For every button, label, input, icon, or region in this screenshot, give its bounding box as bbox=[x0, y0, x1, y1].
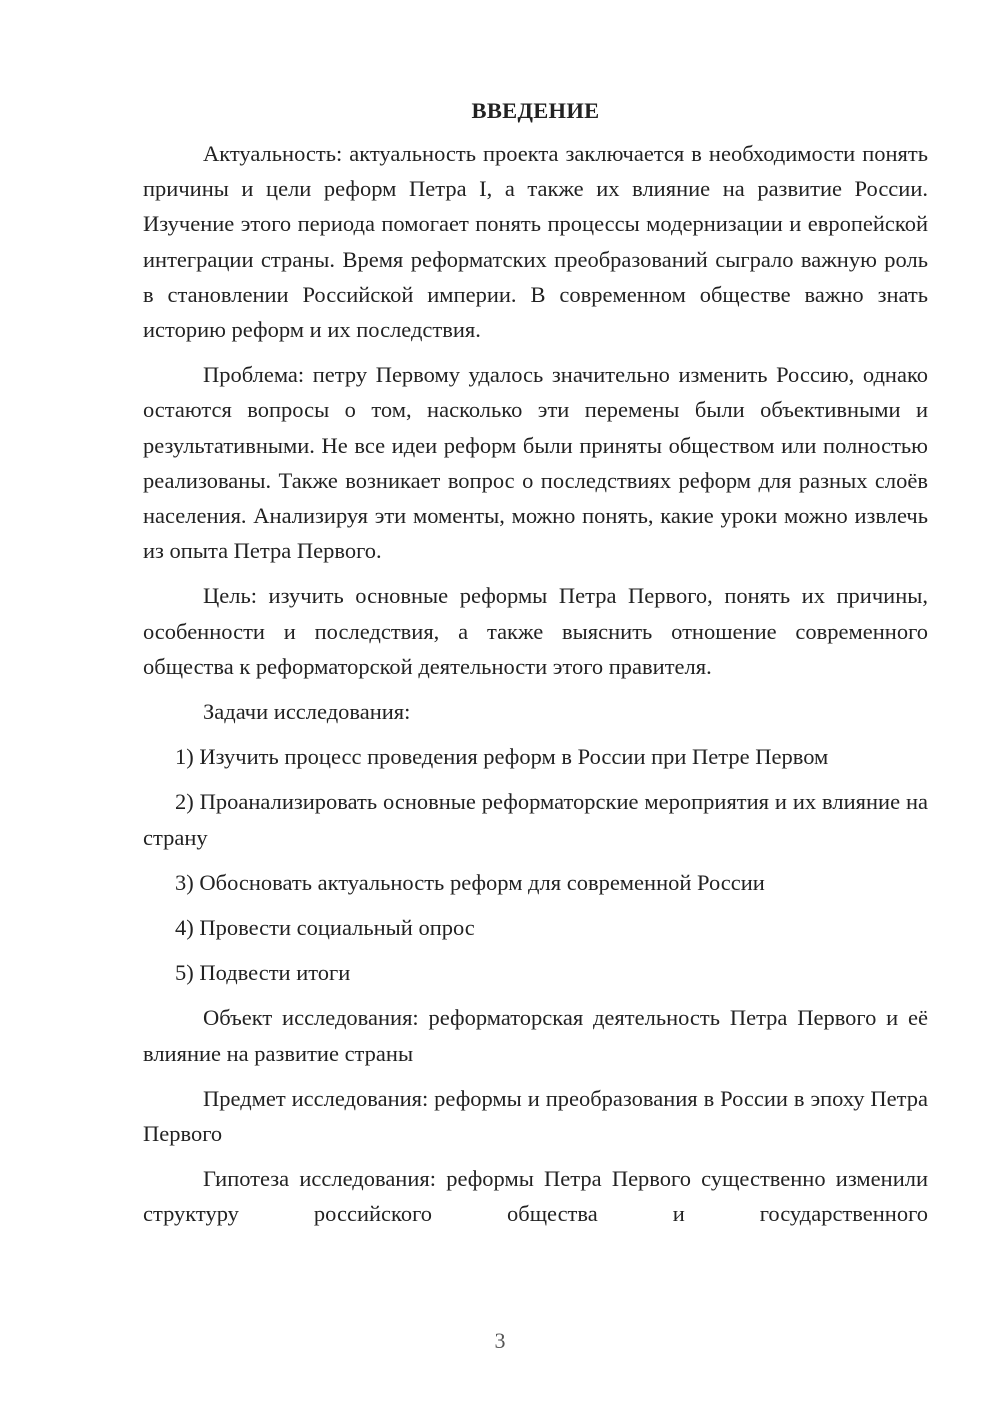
document-page bbox=[143, 96, 928, 1232]
tasks-list bbox=[143, 739, 928, 990]
tasks-heading: Задачи исследования: bbox=[203, 699, 411, 725]
object-paragraph: Объект исследования: реформаторская деятельность Петра Первого и её влияние на развитие страны bbox=[143, 1005, 928, 1066]
relevance-paragraph: Актуальность: актуальность проекта заключается в необходимости понять причины и цели реформ Петра I, а также их влияние на развитие России. Изучение этого периода помогает понять процессы модернизации и европейской интеграции страны. Время реформатских преобразований сыграло важную роль в становлении Российской империи. В современном обществе важно знать историю реформ и их последствия. bbox=[143, 141, 928, 343]
subject-paragraph: Предмет исследования: реформы и преобразования в России в эпоху Петра Первого bbox=[143, 1085, 928, 1147]
task-item: 5) Подвести итоги bbox=[175, 960, 351, 986]
task-item: 3) Обосновать актуальность реформ для современной России bbox=[175, 869, 765, 895]
goal-paragraph: Цель: изучить основные реформы Петра Первого, понять их причины, особенности и последствия, а также выяснить отношение современного общества к реформаторской деятельности этого правителя. bbox=[143, 583, 928, 679]
task-item: 1) Изучить процесс проведения реформ в России при Петре Первом bbox=[175, 744, 829, 770]
task-item: 4) Провести социальный опрос bbox=[175, 915, 475, 941]
hypothesis-paragraph: Гипотеза исследования: реформы Петра Первого существенно изменили структуру российского общества и государственного bbox=[143, 1166, 928, 1227]
page-title: ВВЕДЕНИЕ bbox=[471, 98, 600, 123]
task-item: 2) Проанализировать основные реформаторские мероприятия и их влияние на страну bbox=[143, 789, 928, 850]
problem-paragraph: Проблема: петру Первому удалось значительно изменить Россию, однако остаются вопросы о том, насколько эти перемены были объективными и результативными. Не все идеи реформ были приняты обществом или полностью реализованы. Также возникает вопрос о последствиях реформ для разных слоёв населения. Анализируя эти моменты, можно понять, какие уроки можно извлечь из опыта Петра Первого. bbox=[143, 362, 928, 564]
page-number: 3 bbox=[494, 1328, 506, 1353]
